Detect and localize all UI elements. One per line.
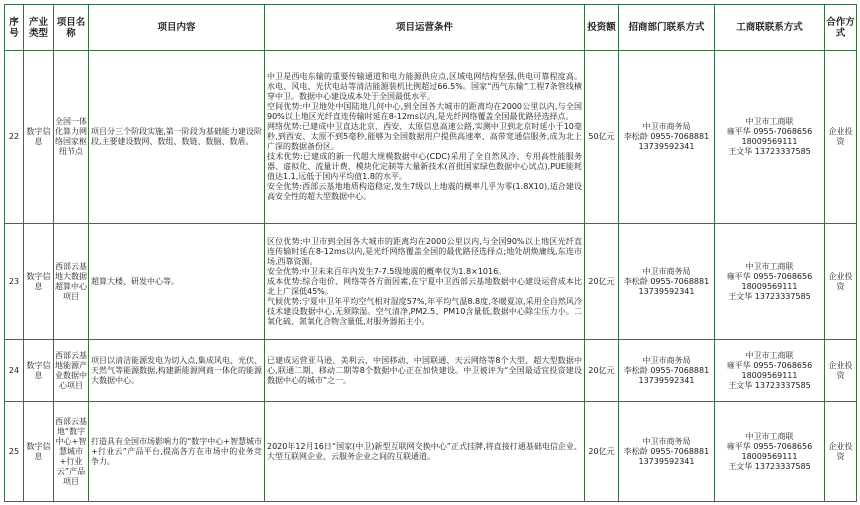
- header-content: 项目内容: [89, 5, 265, 51]
- header-investment: 投资额: [585, 5, 619, 51]
- header-investment-dept: 招商部门联系方式: [619, 5, 715, 51]
- commerce-org: 中卫市工商联: [745, 117, 794, 126]
- header-seq: 序号: [5, 5, 24, 51]
- table-row: [5, 402, 857, 502]
- row-cooperation: 企业投资: [825, 340, 857, 402]
- condition-paragraph: 成本优势:综合电价、网络等各方面因素,在宁夏中卫西部云基地数据中心建设运营成本比北上广深低45%。: [267, 276, 582, 296]
- row-seq: 22: [5, 51, 24, 224]
- row-dept-contact: [619, 51, 715, 224]
- condition-paragraph: 已建成运营亚马逊、美利云、中国移动、中国联通、天云网络等8个大型、超大型数据中心,联通二期、移动二期等8个数据中心正在加快建设。中卫被评为“全国最适宜投资建设数据中心的城市”之一。: [267, 355, 582, 385]
- header-cooperation: 合作方式: [825, 5, 857, 51]
- dept-org: 中卫市商务局: [642, 355, 691, 365]
- condition-paragraph: 技术优势:已建成的新一代超大规模数据中心(CDC)采用了全自然风冷、专用高性能服务器、虚拟化、流量计费、模块化定制等大量新技术(首批国家绿色数据中心试点),PUE能耗值达1.1,远低于国内平均值1.8的水平。: [267, 152, 582, 181]
- condition-paragraph: 网络优势:已建成中卫直达北京、西安、太原信息高速公路,实测中卫到北京时延小于10毫秒,到西安、太原不到5毫秒,能够为全国数据用户提供高速率、高带宽通信服务,成为北上广深的数据备份区。: [267, 122, 582, 151]
- dept-person: 李松龄 0955-7068881: [623, 132, 710, 141]
- row-content: 打造具有全国市场影响力的“数字中心+智慧城市+行业云”产品平台,提高各方在市场中的业务竞争力。: [89, 402, 265, 502]
- commerce-phone1: 18009569111: [741, 137, 798, 146]
- project-table: [4, 4, 857, 502]
- row-dept-contact: [619, 340, 715, 402]
- condition-paragraph: 中卫是西电东输的重要传输通道和电力能源供应点,区域电网结构坚强,供电可靠程度高。水电、风电、光伏电站等清洁能源装机比例超过66.5%。国家“西气东输”工程7条管线横穿中卫。数据中心建设成本处于全国最低水平。: [267, 72, 582, 101]
- commerce-org: 中卫市工商联: [745, 350, 794, 360]
- header-industry: 产业类型: [24, 5, 54, 51]
- header-commerce-contact: 工商联联系方式: [715, 5, 825, 51]
- dept-phone: 13739592341: [638, 286, 695, 296]
- dept-person: 李松龄 0955-7068881: [623, 276, 710, 286]
- dept-phone: 13739592341: [638, 142, 695, 151]
- condition-paragraph: 安全优势:中卫未来百年内发生7-7.5级地震的概率仅为1.8×1016。: [267, 266, 507, 276]
- commerce-phone1: 18009569111: [741, 451, 798, 461]
- commerce-person1: 雍平华 0955-7068656: [726, 360, 813, 370]
- header-conditions: 项目运营条件: [265, 5, 585, 51]
- dept-org: 中卫市商务局: [642, 266, 691, 276]
- row-investment: 20亿元: [585, 340, 619, 402]
- row-commerce-contact: [715, 51, 825, 224]
- row-cooperation: 企业投资: [825, 402, 857, 502]
- row-industry: 数字信息: [24, 224, 54, 340]
- dept-person: 李松龄 0955-7068881: [623, 365, 710, 375]
- row-project-name: 西部云基地能源产业数据中心项目: [54, 340, 89, 402]
- row-project-name: 西部云基地“数字中心+智慧城市+行业云”产品项目: [54, 402, 89, 502]
- header-row: [5, 5, 857, 51]
- condition-paragraph: 2020年12月16日“国家(中卫)新型互联网交换中心”正式挂牌,将直接打通基础电信企业、大型互联网企业、云服务企业之间的互联通道。: [267, 441, 582, 461]
- row-seq: 25: [5, 402, 24, 502]
- condition-paragraph: 区位优势:中卫市到全国各大城市的距离均在2000公里以内,与全国90%以上地区光纤直连传输时延在8-12ms以内,是光纤网络覆盖全国的最优路径选择点;地处胡焕庸线,东连市场,西靠资源。: [267, 236, 582, 266]
- row-commerce-contact: [715, 340, 825, 402]
- table-row: [5, 340, 857, 402]
- row-dept-contact: [619, 224, 715, 340]
- commerce-org: 中卫市工商联: [745, 431, 794, 441]
- dept-person: 李松龄 0955-7068881: [623, 446, 710, 456]
- condition-paragraph: 空间优势:中卫地处中国陆地几何中心,到全国各大城市的距离均在2000公里以内,与全国90%以上地区光纤直连传输时延在8-12ms以内,是光纤网络覆盖全国最优路径选择点。: [267, 102, 582, 121]
- row-commerce-contact: [715, 224, 825, 340]
- dept-org: 中卫市商务局: [642, 122, 691, 131]
- row-seq: 24: [5, 340, 24, 402]
- row-industry: 数字信息: [24, 51, 54, 224]
- row-content: 项目分三个阶段实施,第一阶段为基础能力建设阶段,主要建设数网、数组、数链、数脑、数盾。: [89, 51, 265, 224]
- dept-org: 中卫市商务局: [642, 436, 691, 446]
- commerce-person2: 王文华 13723337585: [728, 380, 811, 390]
- row-seq: 23: [5, 224, 24, 340]
- row-conditions: [265, 402, 585, 502]
- header-name: 项目名称: [54, 5, 89, 51]
- row-commerce-contact: [715, 402, 825, 502]
- table-row: [5, 224, 857, 340]
- row-industry: 数字信息: [24, 340, 54, 402]
- row-dept-contact: [619, 402, 715, 502]
- row-investment: 50亿元: [585, 51, 619, 224]
- row-investment: 20亿元: [585, 402, 619, 502]
- commerce-person1: 雍平华 0955-7068656: [726, 441, 813, 451]
- row-content: 超算大楼、研发中心等。: [89, 224, 265, 340]
- dept-phone: 13739592341: [638, 456, 695, 466]
- commerce-phone1: 18009569111: [741, 281, 798, 291]
- row-cooperation: 企业投资: [825, 51, 857, 224]
- row-industry: 数字信息: [24, 402, 54, 502]
- row-conditions: [265, 224, 585, 340]
- row-conditions: [265, 340, 585, 402]
- dept-phone: 13739592341: [638, 375, 695, 385]
- commerce-person2: 王文华 13723337585: [728, 147, 811, 156]
- row-conditions: [265, 51, 585, 224]
- row-project-name: 全国一体化算力网络国家枢纽节点: [54, 51, 89, 224]
- commerce-person2: 王文华 13723337585: [728, 461, 811, 471]
- condition-paragraph: 安全优势:西部云基地地质构造稳定,发生7级以上地震的概率几乎为零(1.8X10),适合建设高安全性的超大型数据中心。: [267, 182, 582, 201]
- row-content: 项目以清洁能源发电为切入点,集成风电、光伏、天然气等能源数据,构建新能源网商一体化的能源大数据中心。: [89, 340, 265, 402]
- commerce-org: 中卫市工商联: [745, 261, 794, 271]
- commerce-phone1: 18009569111: [741, 370, 798, 380]
- row-investment: 20亿元: [585, 224, 619, 340]
- row-cooperation: 企业投资: [825, 224, 857, 340]
- condition-paragraph: 气候优势:宁夏中卫年平均空气相对湿度57%,年平均气温8.8度,冬暖夏凉,采用全自然风冷技术建设数据中心,无须除湿。空气清净,PM2.5、PM10含量低,数据中心除尘压力小。二氧化硫、氮氧化合物含量低,对服务器拓主小。: [267, 296, 582, 326]
- commerce-person2: 王文华 13723337585: [728, 291, 811, 301]
- commerce-person1: 雍平华 0955-7068656: [726, 127, 813, 136]
- row-project-name: 西部云基地大数据超算中心项目: [54, 224, 89, 340]
- table-row: [5, 51, 857, 224]
- commerce-person1: 雍平华 0955-7068656: [726, 271, 813, 281]
